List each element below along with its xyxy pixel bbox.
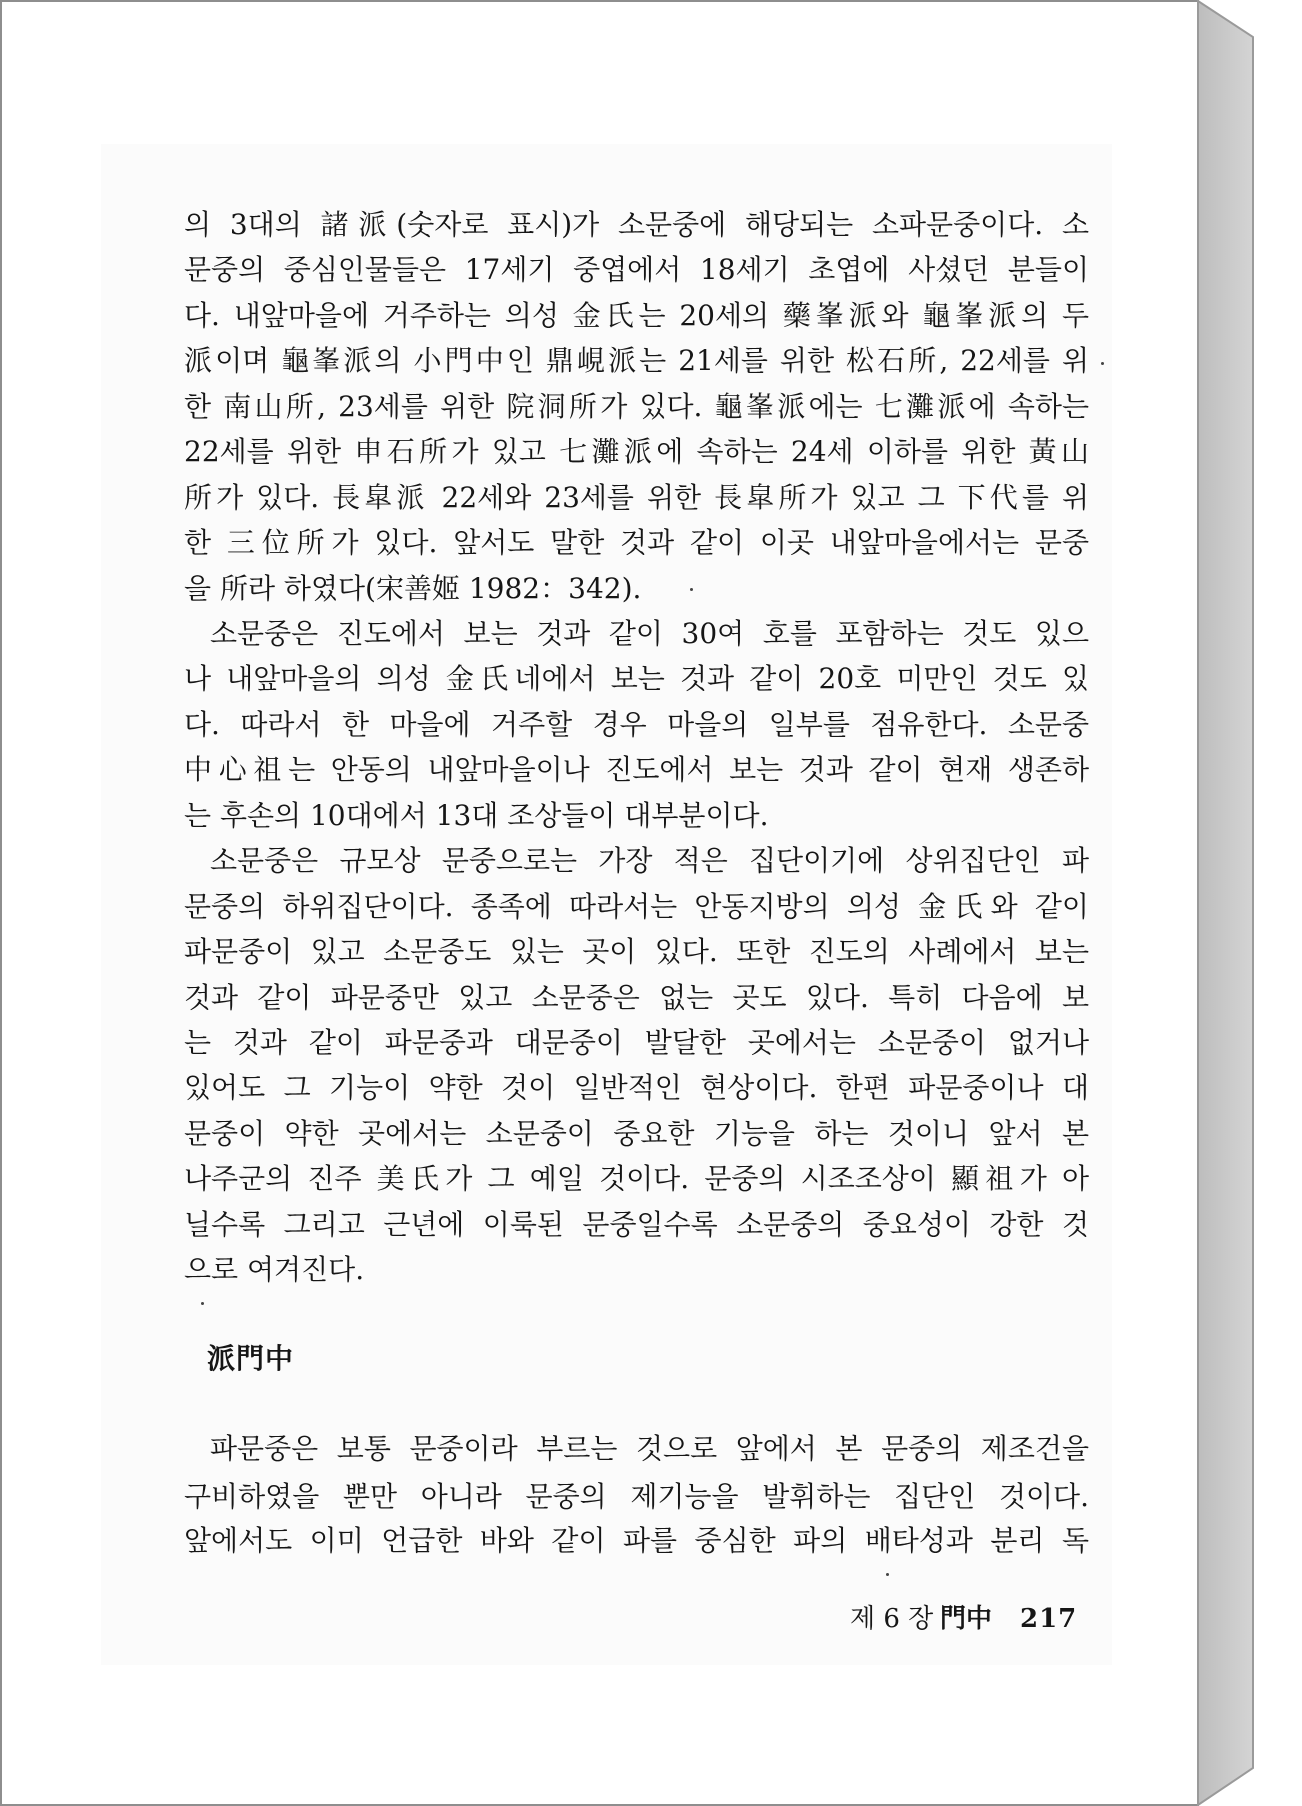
text-line: 所가 있다. 長皐派 22세와 23세를 위한 長皐所가 있고 그 下代를 위 — [184, 481, 1089, 514]
text-line: 다. 따라서 한 마을에 거주할 경우 마을의 일부를 점유한다. 소문중 — [184, 708, 1089, 741]
text-line: 으로 여겨진다. — [184, 1253, 365, 1286]
text-line: 문중이 약한 곳에서는 소문중이 중요한 기능을 하는 것이니 앞서 본 — [184, 1117, 1089, 1150]
text-line: 나주군의 진주 美氏가 그 예일 것이다. 문중의 시조조상이 顯祖가 아 — [184, 1162, 1089, 1195]
text-line: 앞에서도 이미 언급한 바와 같이 파를 중심한 파의 배타성과 분리 독 — [184, 1524, 1089, 1557]
text-line: 을 所라 하였다(宋善姬 1982：342). — [184, 572, 642, 605]
chapter-title: 門中 — [940, 1604, 993, 1634]
text-line: 소문중은 규모상 문중으로는 가장 적은 집단이기에 상위집단인 파 — [210, 844, 1089, 877]
text-line: 의 3대의 諸派(숫자로 표시)가 소문중에 해당되는 소파문중이다. 소 — [184, 208, 1089, 241]
text-line: 파문중이 있고 소문중도 있는 곳이 있다. 또한 진도의 사례에서 보는 — [184, 935, 1089, 968]
text-line: 다. 내앞마을에 거주하는 의성 金氏는 20세의 藥峯派와 龜峯派의 두 — [184, 299, 1089, 332]
page-number: 217 — [1020, 1604, 1078, 1634]
text-line: 는 것과 같이 파문중과 대문중이 발달한 곳에서는 소문중이 없거나 — [184, 1026, 1089, 1059]
scan-speck — [690, 588, 693, 591]
scan-speck — [886, 1573, 889, 1576]
text-line: 中心祖는 안동의 내앞마을이나 진도에서 보는 것과 같이 현재 생존하 — [184, 753, 1089, 786]
text-line: 것과 같이 파문중만 있고 소문중은 없는 곳도 있다. 특히 다음에 보 — [184, 981, 1089, 1014]
text-line: 소문중은 진도에서 보는 것과 같이 30여 호를 포함하는 것도 있으 — [210, 617, 1089, 650]
scan-speck — [201, 1302, 204, 1305]
text-line: 문중의 하위집단이다. 종족에 따라서는 안동지방의 의성 金氏와 같이 — [184, 890, 1089, 923]
text-line: 파문중은 보통 문중이라 부르는 것으로 앞에서 본 문중의 제조건을 — [210, 1432, 1089, 1465]
text-line: 닐수록 그리고 근년에 이룩된 문중일수록 소문중의 중요성이 강한 것 — [184, 1208, 1089, 1241]
text-line: 는 후손의 10대에서 13대 조상들이 대부분이다. — [184, 799, 769, 832]
scan-speck — [1101, 362, 1104, 365]
section-heading: 派門中 — [207, 1342, 295, 1375]
text-line: 있어도 그 기능이 약한 것이 일반적인 현상이다. 한편 파문중이나 대 — [184, 1071, 1089, 1104]
text-line: 구비하였을 뿐만 아니라 문중의 제기능을 발휘하는 집단인 것이다. — [184, 1480, 1089, 1513]
chapter-label: 제 6 장 — [850, 1604, 934, 1634]
text-line: 나 내앞마을의 의성 金氏네에서 보는 것과 같이 20호 미만인 것도 있 — [184, 662, 1089, 695]
text-line: 문중의 중심인물들은 17세기 중엽에서 18세기 초엽에 사셨던 분들이 — [184, 253, 1089, 286]
text-line: 派이며 龜峯派의 小門中인 鼎峴派는 21세를 위한 松石所, 22세를 위 — [184, 344, 1089, 377]
text-line: 22세를 위한 申石所가 있고 七灘派에 속하는 24세 이하를 위한 黃山 — [184, 435, 1089, 468]
text-line: 한 三位所가 있다. 앞서도 말한 것과 같이 이곳 내앞마을에서는 문중 — [184, 526, 1089, 559]
text-line: 한 南山所, 23세를 위한 院洞所가 있다. 龜峯派에는 七灘派에 속하는 — [184, 390, 1089, 423]
